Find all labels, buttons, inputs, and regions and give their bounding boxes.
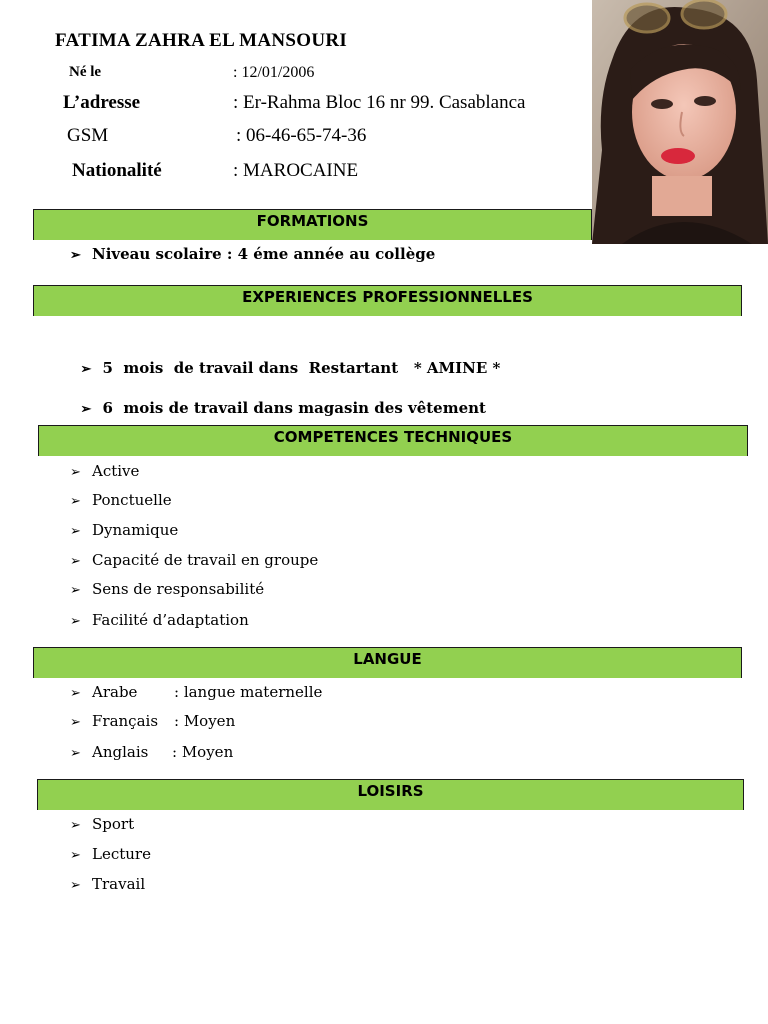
nationality-value: : MAROCAINE [233,160,359,181]
list-item: ➢ Ponctuelle [70,491,172,509]
list-item [70,712,235,730]
arrowhead-bullet-icon: ➢ [70,614,81,629]
list-item [70,743,233,761]
list-item: ➢ Active [70,462,140,480]
list-item: ➢ Travail [70,875,146,893]
language-name: Français [92,712,159,730]
arrowhead-bullet-icon: ➢ [70,494,81,509]
section-loisirs-header: LOISIRS [37,779,744,810]
language-level: : Moyen [172,743,234,761]
phone-value: : 06-46-65-74-36 [236,125,367,146]
list-item: ➢ 5 mois de travail dans Restartant * AMINE * [80,359,501,377]
arrowhead-bullet-icon: ➢ [70,715,81,730]
section-formations-header: FORMATIONS [33,209,592,240]
list-item: ➢ Sens de responsabilité [70,580,265,598]
language-name: Arabe [92,683,138,701]
arrowhead-bullet-icon: ➢ [70,583,81,598]
birthdate-label: Né le [69,64,102,80]
arrowhead-bullet-icon: ➢ [70,686,81,701]
address-value: : Er-Rahma Bloc 16 nr 99. Casablanca [233,92,526,113]
section-langue-header: LANGUE [33,647,742,678]
arrowhead-bullet-icon: ➢ [70,465,81,480]
list-item: ➢ Facilité d’adaptation [70,611,249,629]
arrowhead-bullet-icon: ➢ [70,848,81,863]
address-label: L’adresse [63,92,141,113]
candidate-name: FATIMA ZAHRA EL MANSOURI [55,30,348,51]
list-item: ➢ Capacité de travail en groupe [70,551,319,569]
section-competences-header: COMPETENCES TECHNIQUES [38,425,748,456]
arrowhead-bullet-icon: ➢ [70,878,81,893]
arrowhead-bullet-icon: ➢ [70,746,81,761]
language-level: : langue maternelle [174,683,323,701]
arrowhead-bullet-icon: ➢ [80,402,92,417]
phone-label: GSM [67,125,109,146]
list-item: ➢ Lecture [70,845,151,863]
arrowhead-bullet-icon: ➢ [70,554,81,569]
arrowhead-bullet-icon: ➢ [70,818,81,833]
arrowhead-bullet-icon: ➢ [70,524,81,539]
list-item [70,683,322,701]
list-item: ➢ Niveau scolaire : 4 éme année au collège [70,245,436,263]
section-experiences-header: EXPERIENCES PROFESSIONNELLES [33,285,742,316]
nationality-label: Nationalité [72,160,162,181]
arrowhead-bullet-icon: ➢ [80,362,92,377]
arrowhead-bullet-icon: ➢ [70,248,81,263]
language-level: : Moyen [174,712,236,730]
list-item: ➢ Sport [70,815,135,833]
language-name: Anglais [92,743,149,761]
list-item: ➢ 6 mois de travail dans magasin des vêtement [80,399,486,417]
list-item: ➢ Dynamique [70,521,179,539]
profile-photo [592,0,768,244]
birthdate-value: : 12/01/2006 [233,64,315,81]
